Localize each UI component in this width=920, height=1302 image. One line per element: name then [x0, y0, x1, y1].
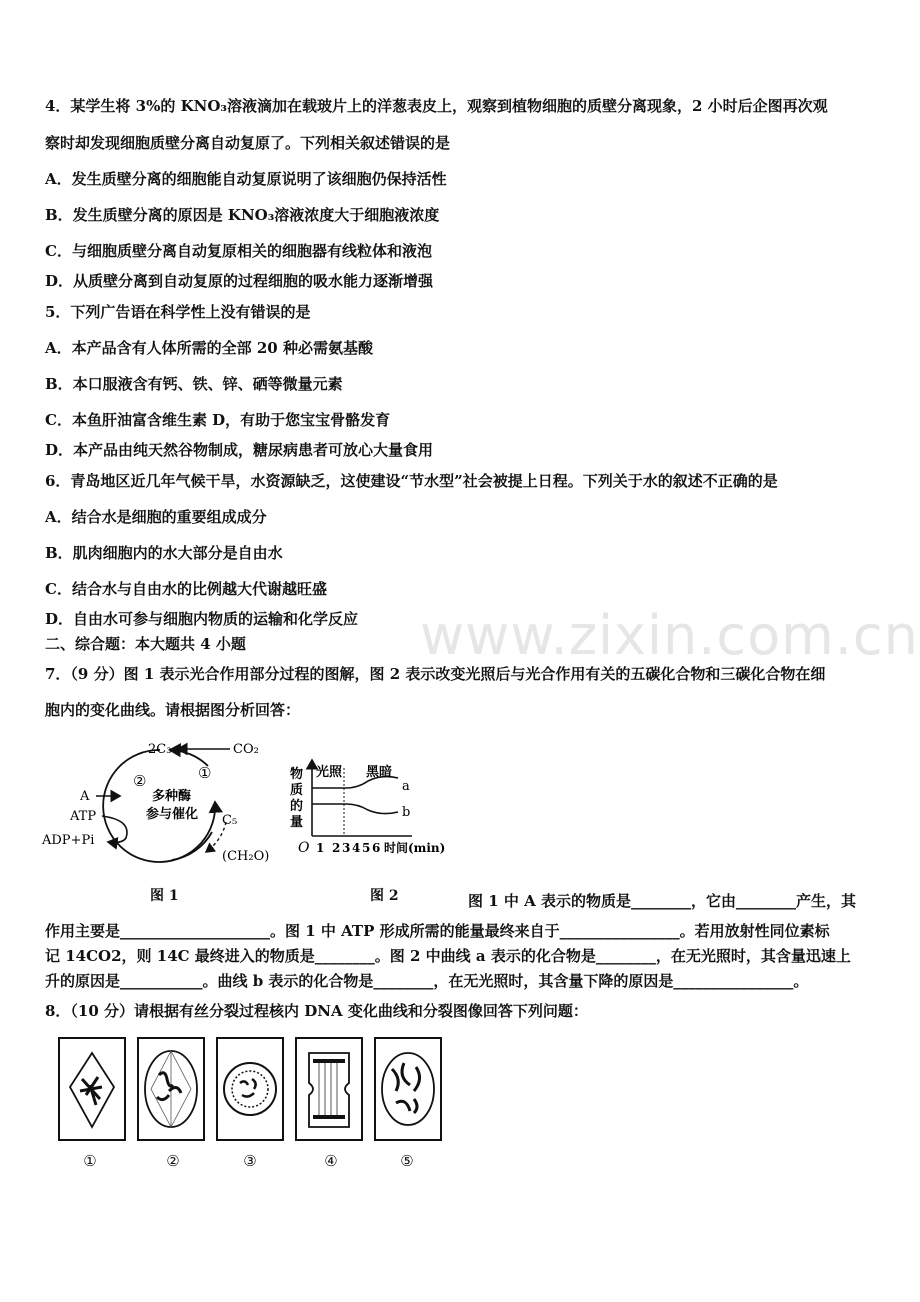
figure-2-curve-chart [288, 756, 468, 868]
fig1-ch2o-label: (CH₂O) [222, 849, 270, 864]
q8-stem: 8．（10 分）请根据有丝分裂过程核内 DNA 变化曲线和分裂图像回答下列问题： [45, 1002, 588, 1020]
q6-option-c: C．结合水与自由水的比例越大代谢越旺盛 [45, 580, 327, 598]
q4-stem-line2: 察时却发现细胞质壁分离自动复原了。下列相关叙述错误的是 [45, 134, 451, 152]
q5-option-d: D．本产品由纯天然谷物制成，糖尿病患者可放心大量食用 [45, 441, 434, 459]
mitosis-cell-image-3 [216, 1037, 284, 1141]
figure-1-photosynthesis-diagram [40, 736, 280, 872]
cell-label-5: ⑤ [400, 1152, 414, 1170]
fig2-xtick-5: 5 [362, 841, 371, 855]
fig2-xlabel: 时间(min) [384, 841, 446, 855]
fig2-xtick-6: 6 [372, 841, 381, 855]
q7-stem-line2: 胞内的变化曲线。请根据图分析回答： [45, 701, 301, 719]
watermark: www.zixin.com.cn [420, 604, 919, 667]
cell-label-1: ① [83, 1152, 97, 1170]
fig2-xtick-4: 4 [352, 841, 361, 855]
fig1-number-1: ① [198, 764, 212, 782]
fig1-adp-label: ADP+Pi [42, 833, 95, 848]
fig2-ylabel-3: 的 [290, 799, 304, 814]
fig2-curve-a-label: a [402, 779, 410, 794]
fig1-co2-label: CO₂ [233, 742, 259, 757]
fig2-light-label: 光照 [316, 765, 343, 780]
fig1-c5-label: C₅ [222, 813, 238, 828]
q6-stem: 6．青岛地区近几年气候干旱，水资源缺乏，这使建设“节水型”社会被提上日程。下列关于水的叙述不正确的是 [45, 472, 778, 490]
q5-option-c: C．本鱼肝油富含维生素 D，有助于您宝宝骨骼发育 [45, 411, 391, 429]
q4-option-b: B．发生质壁分离的原因是 KNO₃溶液浓度大于细胞液浓度 [45, 206, 440, 224]
cell-label-2: ② [166, 1152, 180, 1170]
cell-label-4: ④ [324, 1152, 338, 1170]
q5-option-b: B．本口服液含有钙、铁、锌、硒等微量元素 [45, 375, 343, 393]
fig2-ylabel-2: 质 [290, 783, 304, 798]
mitosis-cell-image-2 [137, 1037, 205, 1141]
mitosis-cell-image-5 [374, 1037, 442, 1141]
section-heading: 二、综合题：本大题共 4 小题 [45, 635, 246, 653]
mitosis-cell-image-1 [58, 1037, 126, 1141]
cell-label-3: ③ [243, 1152, 257, 1170]
fig1-number-2: ② [133, 772, 147, 790]
q7-stem-line3: 图 1 中 A 表示的物质是________，它由________产生，其 [468, 892, 856, 910]
fig2-ylabel-1: 物 [290, 767, 304, 782]
fig2-dark-label: 黑暗 [366, 765, 393, 780]
fig2-xtick-1: 1 [316, 841, 325, 855]
fig2-xtick-3: 3 [342, 841, 351, 855]
fig1-a-label: A [80, 789, 90, 804]
figure-2-caption: 图 2 [370, 888, 399, 904]
q7-stem-line6: 升的原因是___________。曲线 b 表示的化合物是________，在无光照时，其含量下降的原因是________________。 [45, 972, 809, 990]
fig1-enzyme-label-2: 参与催化 [146, 807, 199, 822]
q6-option-d: D．自由水可参与细胞内物质的运输和化学反应 [45, 610, 359, 628]
fig2-origin-label: O [298, 840, 310, 856]
q6-option-b: B．肌肉细胞内的水大部分是自由水 [45, 544, 283, 562]
q5-stem: 5．下列广告语在科学性上没有错误的是 [45, 303, 311, 321]
fig1-enzyme-label-1: 多种酶 [152, 789, 192, 804]
fig2-curve-b-label: b [402, 805, 411, 820]
figure-1-caption: 图 1 [150, 888, 179, 904]
curve-b [312, 804, 398, 814]
fig1-c3-label: 2C₃ [148, 742, 172, 757]
q7-stem-line1: 7．（9 分）图 1 表示光合作用部分过程的图解，图 2 表示改变光照后与光合作用有关的五碳化合物和三碳化合物在细 [45, 665, 826, 683]
q4-option-a: A．发生质壁分离的细胞能自动复原说明了该细胞仍保持活性 [45, 170, 447, 188]
q4-stem-line1: 4．某学生将 3%的 KNO₃溶液滴加在载玻片上的洋葱表皮上，观察到植物细胞的质壁分离现象，2 小时后企图再次观 [45, 97, 828, 115]
q4-option-c: C．与细胞质壁分离自动复原相关的细胞器有线粒体和液泡 [45, 242, 432, 260]
q6-option-a: A．结合水是细胞的重要组成成分 [45, 508, 267, 526]
fig2-ylabel-4: 量 [290, 815, 304, 830]
fig2-xtick-2: 2 [332, 841, 341, 855]
q4-option-d: D．从质壁分离到自动复原的过程细胞的吸水能力逐渐增强 [45, 272, 434, 290]
mitosis-cell-image-4 [295, 1037, 363, 1141]
fig1-atp-label: ATP [70, 809, 97, 824]
q7-stem-line4: 作用主要是____________________。图 1 中 ATP 形成所需的能量最终来自于________________。若用放射性同位素标 [45, 922, 830, 940]
q5-option-a: A．本产品含有人体所需的全部 20 种必需氨基酸 [45, 339, 373, 357]
q7-stem-line5: 记 14CO2，则 14C 最终进入的物质是________。图 2 中曲线 a 表示的化合物是________，在无光照时，其含量迅速上 [45, 947, 851, 965]
